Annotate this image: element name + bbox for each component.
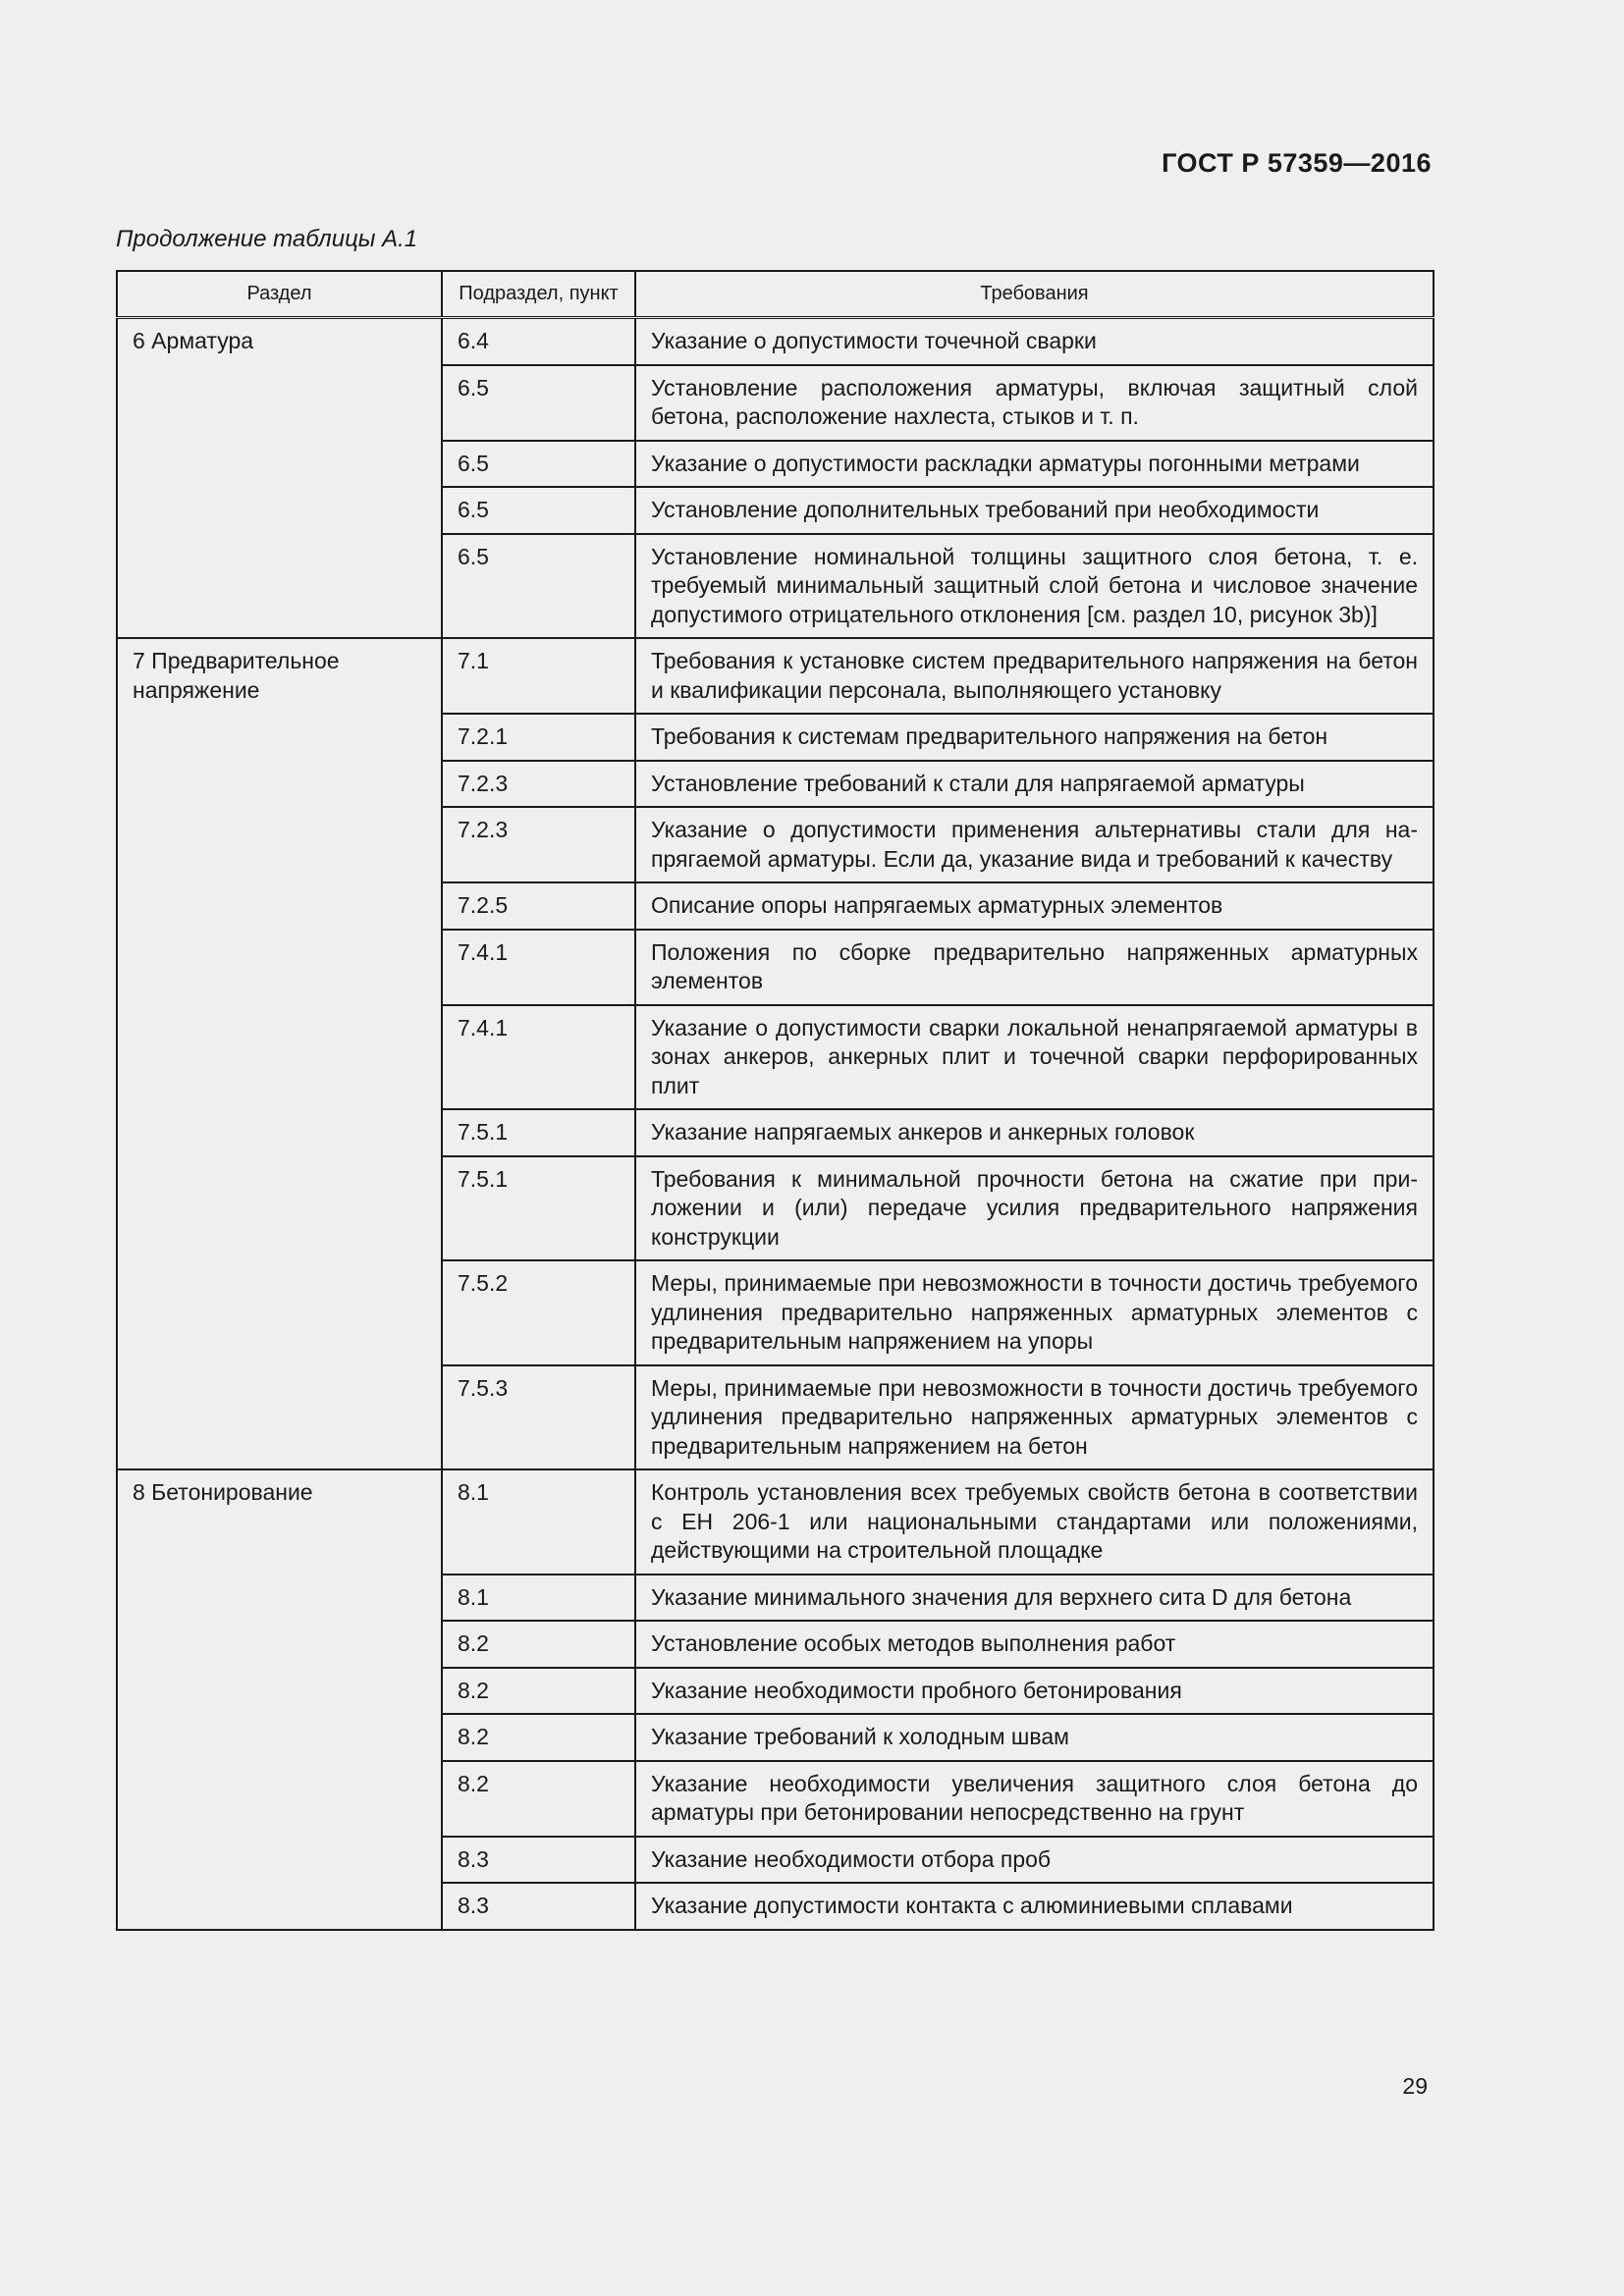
column-header-subsection: Подраздел, пункт xyxy=(442,271,635,318)
section-title-cell: 8 Бетонирование xyxy=(117,1469,442,1930)
subsection-cell: 8.3 xyxy=(442,1883,635,1930)
subsection-cell: 8.1 xyxy=(442,1575,635,1622)
requirements-table xyxy=(116,270,1435,1931)
subsection-cell: 7.4.1 xyxy=(442,1005,635,1110)
subsection-cell: 8.3 xyxy=(442,1837,635,1884)
requirement-cell: Установление номинальной толщины защитного слоя бетона, т. е. требуемый минимальный защитный слой бетона и числовое значение допустимого отрицательного отклонения [см. раздел 10, рисунок 3b)] xyxy=(635,534,1434,639)
page-number: 29 xyxy=(1402,2073,1428,2099)
requirement-cell: Указание о допустимости применения альтернативы стали для напрягаемой арматуры. Если да, указание вида и требований к качеству xyxy=(635,807,1434,882)
subsection-cell: 8.2 xyxy=(442,1621,635,1668)
subsection-cell: 7.4.1 xyxy=(442,930,635,1005)
subsection-cell: 8.2 xyxy=(442,1761,635,1837)
requirement-cell: Установление дополнительных требований при необходимости xyxy=(635,487,1434,534)
subsection-cell: 8.2 xyxy=(442,1668,635,1715)
requirement-cell: Указание о допустимости точечной сварки xyxy=(635,318,1434,365)
subsection-cell: 7.5.1 xyxy=(442,1156,635,1261)
requirement-cell: Описание опоры напрягаемых арматурных элементов xyxy=(635,882,1434,930)
requirement-cell: Контроль установления всех требуемых свойств бетона в соответствии с ЕН 206-1 или национальными стандартами или положениями, действующими на строительной площадке xyxy=(635,1469,1434,1575)
requirement-cell: Требования к установке систем предварительного напряжения на бетон и квалификации персонала, выполняющего установку xyxy=(635,638,1434,714)
table-row xyxy=(117,1469,1434,1575)
subsection-cell: 6.5 xyxy=(442,534,635,639)
requirement-cell: Установление требований к стали для напрягаемой арматуры xyxy=(635,761,1434,808)
subsection-cell: 7.5.3 xyxy=(442,1365,635,1470)
requirement-cell: Указание напрягаемых анкеров и анкерных головок xyxy=(635,1109,1434,1156)
subsection-cell: 7.2.5 xyxy=(442,882,635,930)
requirement-cell: Положения по сборке предварительно напряженных арматурных элементов xyxy=(635,930,1434,1005)
table-row xyxy=(117,638,1434,714)
subsection-cell: 7.2.3 xyxy=(442,761,635,808)
subsection-cell: 6.5 xyxy=(442,487,635,534)
table-caption: Продолжение таблицы А.1 xyxy=(116,226,418,252)
requirement-cell: Указание допустимости контакта с алюминиевыми сплавами xyxy=(635,1883,1434,1930)
table-header-row xyxy=(117,271,1434,318)
requirement-cell: Указание необходимости увеличения защитного слоя бетона до арматуры при бетонировании непосредственно на грунт xyxy=(635,1761,1434,1837)
column-header-requirements: Требования xyxy=(635,271,1434,318)
requirement-cell: Указание о допустимости раскладки арматуры погонными метрами xyxy=(635,441,1434,488)
table-body xyxy=(117,318,1434,1930)
subsection-cell: 7.2.1 xyxy=(442,714,635,761)
subsection-cell: 7.5.1 xyxy=(442,1109,635,1156)
requirement-cell: Меры, принимаемые при невозможности в точности достичь требуемого удлинения предварительно напряженных арматурных элементов с предварительным напряжением на бетон xyxy=(635,1365,1434,1470)
requirement-cell: Указание о допустимости сварки локальной ненапрягаемой арматуры в зонах анкеров, анкерных плит и точечной сварки перфорированных плит xyxy=(635,1005,1434,1110)
requirement-cell: Установление расположения арматуры, включая защитный слой бетона, расположение нахлеста, стыков и т. п. xyxy=(635,365,1434,441)
requirement-cell: Меры, принимаемые при невозможности в точности достичь требуемого удлинения предварительно напряженных арматурных элементов с предварительным напряжением на упоры xyxy=(635,1260,1434,1365)
section-title-cell: 7 Предварительное напряжение xyxy=(117,638,442,1469)
requirement-cell: Требования к системам предварительного напряжения на бетон xyxy=(635,714,1434,761)
section-title-cell: 6 Арматура xyxy=(117,318,442,639)
subsection-cell: 8.1 xyxy=(442,1469,635,1575)
subsection-cell: 6.5 xyxy=(442,365,635,441)
subsection-cell: 7.5.2 xyxy=(442,1260,635,1365)
column-header-section: Раздел xyxy=(117,271,442,318)
requirement-cell: Указание необходимости пробного бетонирования xyxy=(635,1668,1434,1715)
requirement-cell: Указание необходимости отбора проб xyxy=(635,1837,1434,1884)
subsection-cell: 7.1 xyxy=(442,638,635,714)
subsection-cell: 8.2 xyxy=(442,1714,635,1761)
subsection-cell: 7.2.3 xyxy=(442,807,635,882)
requirement-cell: Указание минимального значения для верхнего сита D для бетона xyxy=(635,1575,1434,1622)
requirement-cell: Указание требований к холодным швам xyxy=(635,1714,1434,1761)
subsection-cell: 6.5 xyxy=(442,441,635,488)
requirement-cell: Требования к минимальной прочности бетона на сжатие при приложении и (или) передаче усилия предварительного напряжения конструкции xyxy=(635,1156,1434,1261)
subsection-cell: 6.4 xyxy=(442,318,635,365)
document-standard-header: ГОСТ Р 57359—2016 xyxy=(1162,148,1432,178)
requirement-cell: Установление особых методов выполнения работ xyxy=(635,1621,1434,1668)
table-row xyxy=(117,318,1434,365)
